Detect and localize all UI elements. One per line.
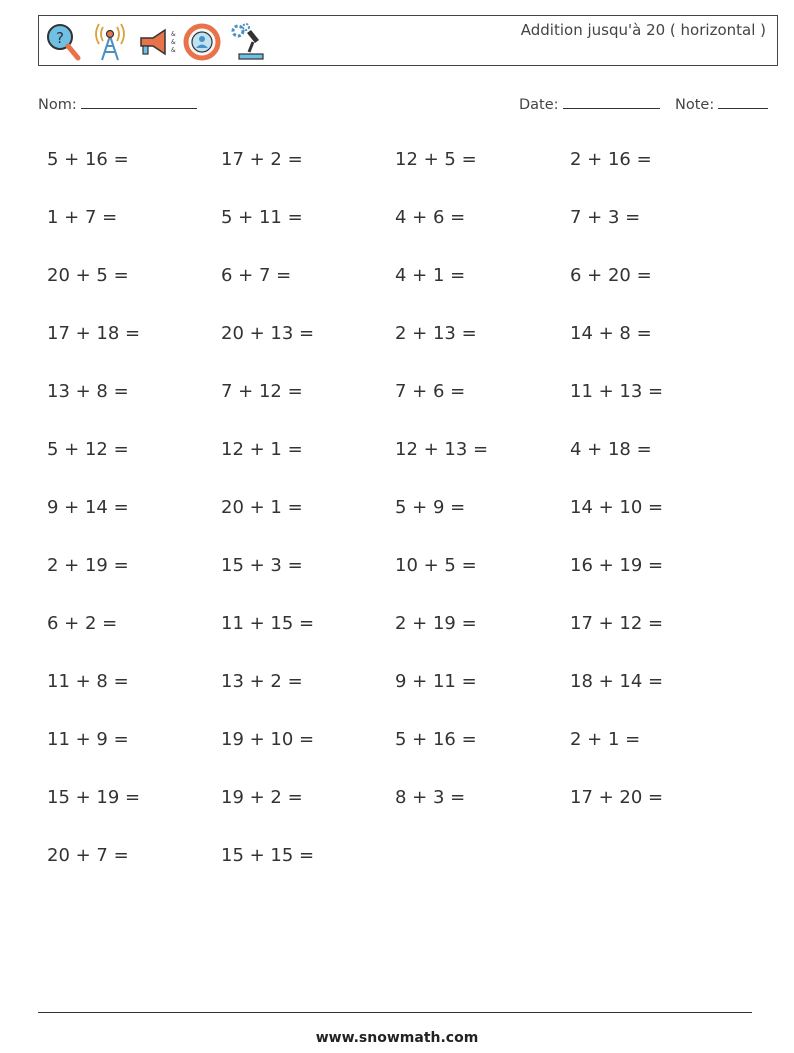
problem-item: 7 + 3 = <box>570 207 641 228</box>
problem-item: 20 + 1 = <box>221 497 303 518</box>
worksheet-header <box>38 15 778 66</box>
problem-item: 12 + 5 = <box>395 149 477 170</box>
problem-item: 5 + 16 = <box>47 149 129 170</box>
problem-item: 5 + 11 = <box>221 207 303 228</box>
lifebuoy-person-icon <box>183 22 221 62</box>
name-field <box>38 94 197 113</box>
problem-item: 15 + 3 = <box>221 555 303 576</box>
radio-tower-icon <box>91 22 129 62</box>
problem-item: 17 + 12 = <box>570 613 664 634</box>
problem-item: 6 + 2 = <box>47 613 118 634</box>
problem-item: 9 + 11 = <box>395 671 477 692</box>
problem-item: 12 + 13 = <box>395 439 489 460</box>
problem-item: 19 + 2 = <box>221 787 303 808</box>
problem-item: 13 + 2 = <box>221 671 303 692</box>
problem-item: 12 + 1 = <box>221 439 303 460</box>
problem-item: 5 + 16 = <box>395 729 477 750</box>
problem-item: 17 + 18 = <box>47 323 141 344</box>
score-field <box>675 94 768 113</box>
problem-item: 8 + 3 = <box>395 787 466 808</box>
problem-item: 14 + 8 = <box>570 323 652 344</box>
date-field <box>519 94 660 113</box>
problem-item: 11 + 15 = <box>221 613 315 634</box>
problem-item: 11 + 9 = <box>47 729 129 750</box>
problem-item: 11 + 8 = <box>47 671 129 692</box>
problem-item: 2 + 19 = <box>395 613 477 634</box>
problem-item: 2 + 19 = <box>47 555 129 576</box>
problem-item: 16 + 19 = <box>570 555 664 576</box>
date-label: Date: <box>519 97 559 113</box>
megaphone-icon <box>137 22 175 62</box>
problem-item: 5 + 9 = <box>395 497 466 518</box>
problem-item: 10 + 5 = <box>395 555 477 576</box>
problem-item: 6 + 7 = <box>221 265 292 286</box>
problem-grid <box>47 148 745 902</box>
problem-item: 4 + 6 = <box>395 207 466 228</box>
problem-item: 2 + 16 = <box>570 149 652 170</box>
problem-item: 7 + 6 = <box>395 381 466 402</box>
problem-item: 1 + 7 = <box>47 207 118 228</box>
problem-item: 11 + 13 = <box>570 381 664 402</box>
date-blank-line <box>563 94 660 109</box>
problem-item: 13 + 8 = <box>47 381 129 402</box>
problem-item: 15 + 15 = <box>221 845 315 866</box>
name-blank-line <box>81 94 197 109</box>
problem-item: 17 + 2 = <box>221 149 303 170</box>
problem-item: 4 + 1 = <box>395 265 466 286</box>
problem-item: 6 + 20 = <box>570 265 652 286</box>
svg-text:&: & <box>171 47 176 54</box>
svg-text:&: & <box>171 31 176 38</box>
problem-item: 15 + 19 = <box>47 787 141 808</box>
magnifier-question-icon <box>45 22 83 62</box>
header-icons <box>45 21 267 63</box>
problem-item: 5 + 12 = <box>47 439 129 460</box>
problem-item: 19 + 10 = <box>221 729 315 750</box>
problem-item: 2 + 1 = <box>570 729 641 750</box>
svg-text:?: ? <box>56 29 64 47</box>
problem-item: 18 + 14 = <box>570 671 664 692</box>
svg-text:&: & <box>171 39 176 46</box>
problem-item: 20 + 5 = <box>47 265 129 286</box>
footer-url: www.snowmath.com <box>315 1030 479 1046</box>
problem-item: 17 + 20 = <box>570 787 664 808</box>
score-label: Note: <box>675 97 715 113</box>
microscope-gears-icon <box>229 22 267 62</box>
problem-item: 9 + 14 = <box>47 497 129 518</box>
name-label: Nom: <box>38 97 77 113</box>
footer-divider <box>38 1012 752 1013</box>
score-blank-line <box>718 94 768 109</box>
problem-item: 14 + 10 = <box>570 497 664 518</box>
problem-item: 2 + 13 = <box>395 323 477 344</box>
problem-item: 20 + 13 = <box>221 323 315 344</box>
worksheet-title: Addition jusqu'à 20 ( horizontal ) <box>520 21 766 39</box>
problem-item: 20 + 7 = <box>47 845 129 866</box>
problem-item: 4 + 18 = <box>570 439 652 460</box>
problem-item: 7 + 12 = <box>221 381 303 402</box>
